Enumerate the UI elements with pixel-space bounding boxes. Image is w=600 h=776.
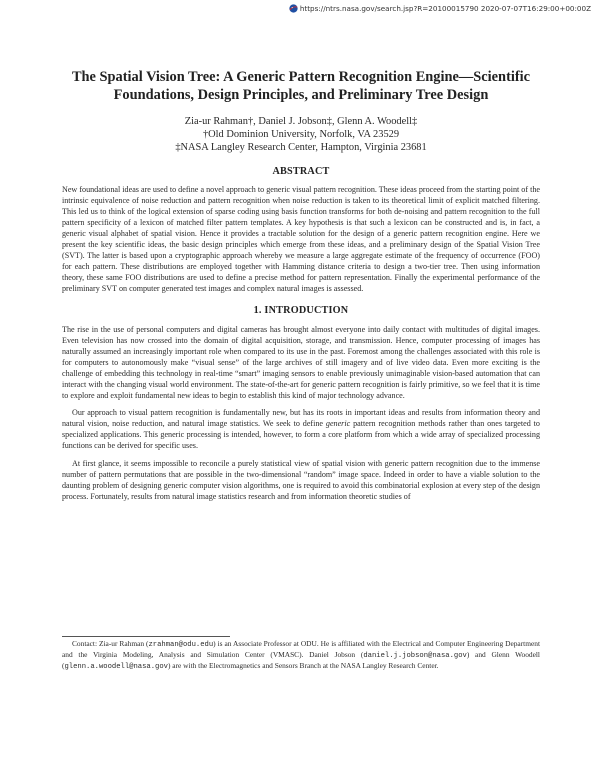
intro-p2-text-a: Our approach to visual pattern recognition is fundamentally new, but has its roots in important ideas and results from information theory and natural vision, noise reduction, and natural image statistics. We seek to define xyxy=(62,408,540,429)
paper-page xyxy=(62,68,540,502)
introduction-heading: 1. INTRODUCTION xyxy=(253,304,349,316)
affiliation-nasa: ‡NASA Langley Research Center, Hampton, Virginia 23681 xyxy=(175,142,427,154)
intro-paragraph-2 xyxy=(62,407,540,451)
intro-p2-emphasis: generic xyxy=(325,419,351,429)
source-url[interactable]: https://ntrs.nasa.gov/search.jsp?R=20100015790 2020-07-07T16:29:00+00:00Z xyxy=(299,3,591,13)
author-list: Zia-ur Rahman†, Daniel J. Jobson‡, Glenn A. Woodell‡ xyxy=(184,116,418,127)
contact-footnote xyxy=(62,639,540,673)
nasa-logo-icon xyxy=(289,4,298,13)
footnote-divider xyxy=(62,636,230,637)
footnote-text-1: Contact: Zia-ur Rahman ( xyxy=(72,639,149,648)
abstract-text: New foundational ideas are used to define a novel approach to generic visual pattern recognition. These ideas proceed from the starting point of the intrinsic equivalence of noise reduction and pattern recognition when noise reduction is taken to its theoretical limit of explicit matched filtering. This led us to think of the logical extension of sparse coding using basis function transforms for both de-noising and pattern recognition to the full pattern specificity of a lexicon of matched filter pattern templates. A key hypothesis is that such a lexicon can be constructed and is, in fact, a generic visual alphabet of spatial vision. Hence it provides a tractable solution for the design of a generic pattern recognition engine. Here we present the key scientific ideas, the basic design principles which emerge from these ideas, and a preliminary design of the Spatial Vision Tree (SVT). The latter is based upon a cryptographic approach whereby we measure a large aggregate estimate of the frequency of occurrence (FOO) for each pattern. These distributions are employed together with Hamming distance criteria to design a two-tier tree. Then using information theory, these same FOO distributions are used to define a precise method for pattern representation. Finally the experimental performance of the preliminary SVT on computer generated test images and complex natural images is assessed. xyxy=(62,184,540,294)
paper-title: The Spatial Vision Tree: A Generic Pattern Recognition Engine—Scientific Foundations, Design Principles, and Preliminary Tree Design xyxy=(71,69,531,103)
intro-paragraph-1: The rise in the use of personal computers and digital cameras has brought almost everyone into daily contact with multitudes of digital images. Even television has now crossed into the domain of digital acquisition, storage, and transmission. Hence, computer processing of images has naturally assumed an increasingly important role when compared to its use in the past. Foremost among the challenges associated with this role is for computers to autonomously make “visual sense” of the large archives of still imagery and of live video data. Even more exciting is the challenge of embedding this technology in real-time “smart” imaging sensors to enable previously unimaginable vision-based automation that can interact with the changing visual world environment. The state-of-the-art for generic pattern recognition is fairly primitive, so we feel that it is time to explore and exploit fundamental new ideas to begin to establish this kind of major technology advance. xyxy=(62,324,540,401)
source-url-bar xyxy=(289,2,591,14)
email-rahman[interactable]: zrahman@odu.edu xyxy=(148,641,214,649)
footnote-text-2: ) is an Associate Professor at ODU. He is affiliated with the Electrical and Computer Engineering Department and the Virginia Modeling, Analysis and Simulation Center (VMASC). Daniel Jobson ( xyxy=(62,639,541,660)
footnote-text-4: ) are with the Electromagnetics and Sensors Branch at the NASA Langley Research Center. xyxy=(168,661,439,671)
affiliation-odu: †Old Dominion University, Norfolk, VA 23529 xyxy=(202,129,400,141)
footnote-text-3: ) and Glenn Woodell ( xyxy=(62,650,540,671)
abstract-heading: ABSTRACT xyxy=(272,165,330,177)
intro-paragraph-3: At first glance, it seems impossible to reconcile a purely statistical view of spatial vision with generic pattern recognition due to the immense number of pattern permutations that are possible in the two-dimensional “random” image space. Indeed in order to have a viable solution to the daunting problem of designing generic computer vision algorithms, one is required to avoid this combinatorial explosion at every step of the design process. Fortunately, results from natural image statistics research and from information theoretic studies of xyxy=(62,458,540,501)
intro-p2-text-b: pattern recognition methods rather than ones targeted to specialized applications. This generic processing is intended, however, to form a core platform from which a wide array of specialized processing functions can be derived for specific uses. xyxy=(62,419,540,451)
email-woodell[interactable]: glenn.a.woodell@nasa.gov xyxy=(64,663,168,672)
email-jobson[interactable]: daniel.j.jobson@nasa.gov xyxy=(363,652,467,661)
